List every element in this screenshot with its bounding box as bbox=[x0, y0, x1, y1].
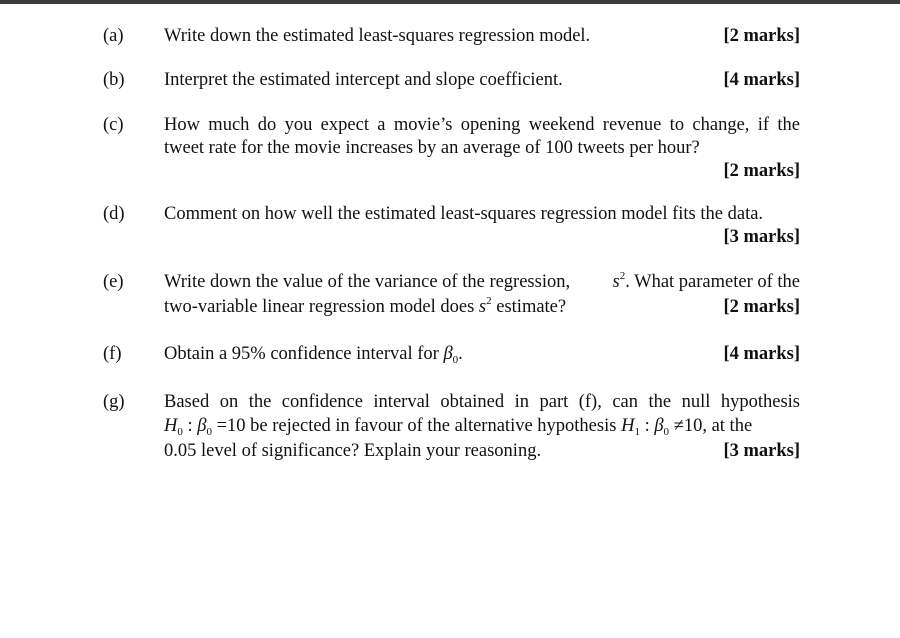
question-label: (g) bbox=[103, 392, 125, 412]
question-label: (e) bbox=[103, 272, 124, 292]
question-text: Obtain a 95% confidence interval for bbox=[164, 344, 439, 364]
question-text-line-2: $H_0$ : $\beta_0 =10$ be rejected in favour of the alternative hypothesis $H_1$ : $\beta_0 \ne 10$, at the bbox=[164, 416, 753, 438]
question-text: Interpret the estimated intercept and slope coefficient. bbox=[164, 70, 563, 90]
question-marks: [2 marks] bbox=[723, 161, 800, 181]
beta-symbol: β bbox=[443, 344, 453, 364]
question-text-line-1: Based on the confidence interval obtained in part (f), can the null hypothesis bbox=[164, 392, 800, 412]
question-marks: [3 marks] bbox=[723, 227, 800, 247]
question-label: (a) bbox=[103, 26, 124, 46]
question-text-line-2: tweet rate for the movie increases by an average of 100 tweets per hour? bbox=[164, 138, 700, 158]
question-marks: [4 marks] bbox=[723, 344, 800, 364]
question-text: Write down the estimated least-squares regression model. bbox=[164, 26, 591, 46]
question-label: (d) bbox=[103, 204, 125, 224]
question-text-line-2: two-variable linear regression model does $s^2$ estimate? [2 marks] bbox=[164, 295, 800, 317]
null-hypothesis-symbol: H bbox=[164, 416, 178, 436]
question-text-line-1: Write down the value of the variance of the regression, $s^2$. What parameter of the bbox=[164, 270, 800, 292]
variance-symbol: s bbox=[478, 297, 487, 317]
window-top-bar bbox=[0, 0, 900, 4]
question-marks: [2 marks] bbox=[723, 297, 800, 317]
alternative-hypothesis-symbol: H bbox=[621, 416, 635, 436]
question-marks: [2 marks] bbox=[723, 26, 800, 46]
question-label: (f) bbox=[103, 344, 122, 364]
question-text-line-1: How much do you expect a movie’s opening weekend revenue to change, if the bbox=[164, 115, 800, 135]
question-marks: [4 marks] bbox=[723, 70, 800, 90]
question-text-line-3: 0.05 level of significance? Explain your reasoning. [3 marks] bbox=[164, 441, 800, 461]
question-text: Comment on how well the estimated least-squares regression model fits the data. bbox=[164, 204, 764, 224]
variance-symbol: s bbox=[612, 272, 620, 292]
question-label: (b) bbox=[103, 70, 125, 90]
question-marks: [3 marks] bbox=[723, 441, 800, 461]
question-label: (c) bbox=[103, 115, 124, 135]
